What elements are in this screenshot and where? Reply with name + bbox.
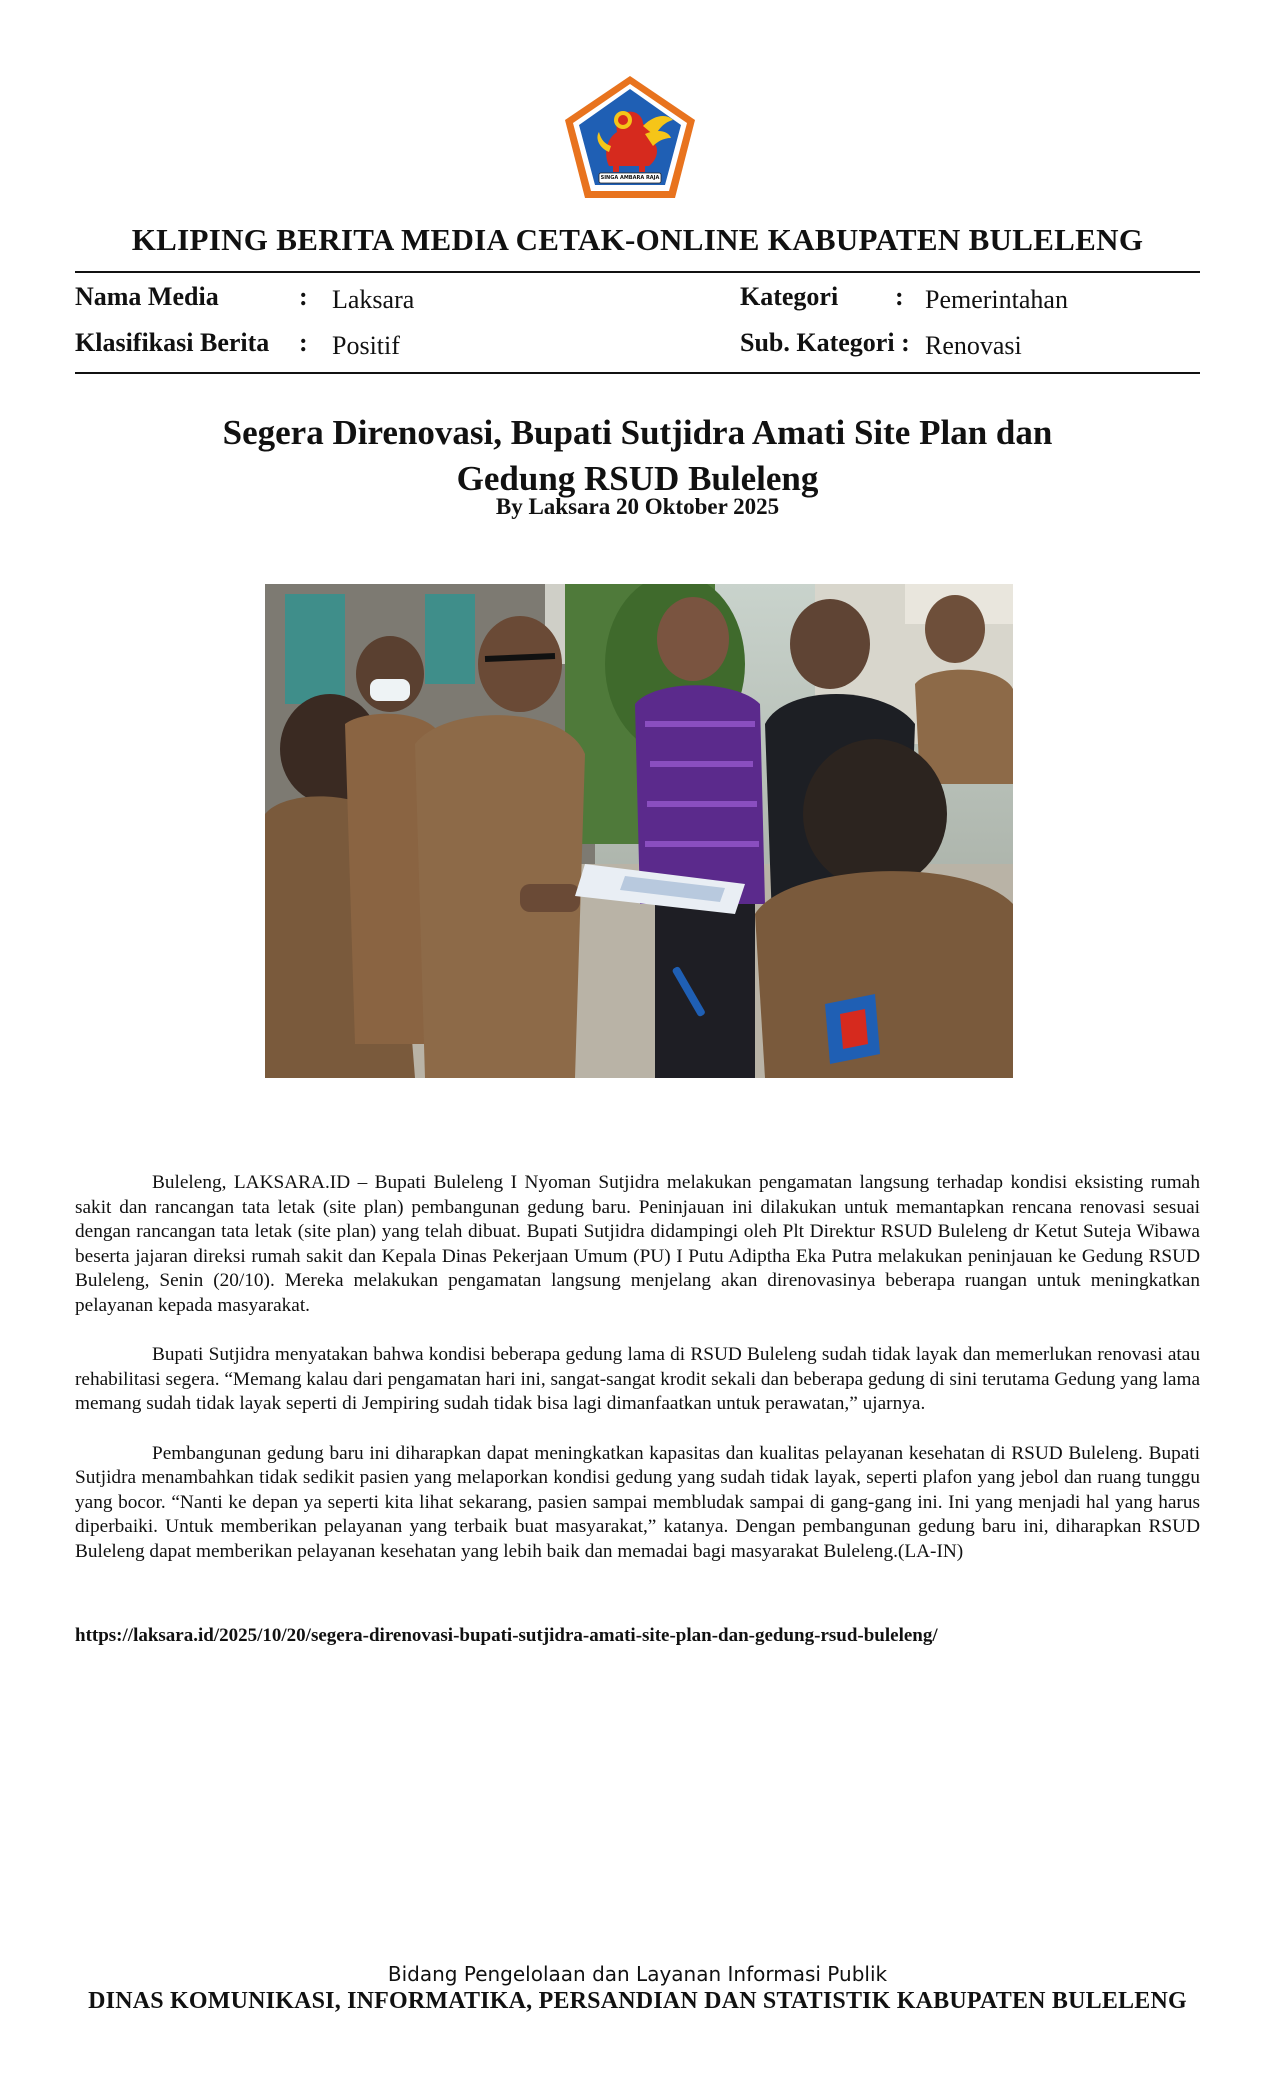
nama-media-value: Laksara	[332, 285, 415, 314]
headline-line-2: Gedung RSUD Buleleng	[456, 459, 819, 498]
meta-divider	[75, 372, 1200, 374]
sub-kategori-value: Renovasi	[925, 331, 1022, 360]
footer-agency: DINAS KOMUNIKASI, INFORMATIKA, PERSANDIAN DAN STATISTIK KABUPATEN BULELENG	[88, 1988, 1187, 2014]
article-paragraph-3: Pembangunan gedung baru ini diharapkan dapat meningkatkan kapasitas dan kualitas pelayanan kesehatan di RSUD Buleleng. Bupati Sutjidra menambahkan tidak sedikit pasien yang melaporkan kondisi gedung yang sudah tidak layak, seperti plafon yang jebol dan ruang tunggu yang bocor. “Nanti ke depan ya seperti kita lihat sekarang, pasien sampai membludak sampai di gang-gang ini. Ini yang menjadi hal yang harus diperbaiki. Untuk memberikan pelayanan yang terbaik buat masyarakat,” katanya. Dengan pembangunan gedung baru ini, diharapkan RSUD Buleleng dapat memberikan pelayanan kesehatan yang lebih baik dan memadai bagi masyarakat Buleleng.(LA-IN)	[75, 1442, 1200, 1562]
article-byline: By Laksara 20 Oktober 2025	[495, 494, 780, 519]
source-url[interactable]: https://laksara.id/2025/10/20/segera-direnovasi-bupati-sutjidra-amati-site-plan-dan-gedung-rsud-buleleng/	[75, 1625, 938, 1646]
nama-media-label: Nama Media	[75, 282, 219, 311]
article-photo	[265, 584, 1013, 1078]
kategori-value: Pemerintahan	[925, 285, 1068, 314]
article-headline	[0, 410, 1275, 502]
headline-line-1: Segera Direnovasi, Bupati Sutjidra Amati Site Plan dan	[222, 413, 1053, 452]
klasifikasi-label: Klasifikasi Berita	[75, 328, 270, 357]
article-paragraph-2: Bupati Sutjidra menyatakan bahwa kondisi beberapa gedung lama di RSUD Buleleng sudah tidak layak dan memerlukan renovasi atau rehabilitasi segera. “Memang kalau dari pengamatan hari ini, sangat-sangat krodit sekali dan beberapa gedung di sini terutama Gedung yang lama memang sudah tidak layak seperti di Jempiring sudah tidak bisa lagi dimanfaatkan untuk perawatan,” ujarnya.	[75, 1344, 1200, 1415]
kategori-label: Kategori	[740, 282, 839, 311]
document-title: KLIPING BERITA MEDIA CETAK-ONLINE KABUPATEN BULELENG	[131, 222, 1144, 257]
article-body	[75, 1171, 1200, 1589]
meta-colon: :	[895, 282, 904, 311]
sub-kategori-label: Sub. Kategori :	[740, 328, 910, 357]
meta-colon: :	[299, 328, 308, 357]
article-paragraph-1: Buleleng, LAKSARA.ID – Bupati Buleleng I Nyoman Sutjidra melakukan pengamatan langsung terhadap kondisi eksisting rumah sakit dan rancangan tata letak (site plan) pembangunan gedung baru. Peninjauan ini dilakukan untuk memantapkan rencana renovasi sesuai dengan rancangan tata letak (site plan) yang telah dibuat. Bupati Sutjidra didampingi oleh Plt Direktur RSUD Buleleng dr Ketut Suteja Wibawa beserta jajaran direksi rumah sakit dan Kepala Dinas Pekerjaan Umum (PU) I Putu Adiptha Eka Putra melakukan peninjauan ke Gedung RSUD Buleleng, Senin (20/10). Mereka melakukan pengamatan langsung menjelang akan direnovasinya beberapa ruangan untuk meningkatkan pelayanan kepada masyarakat.	[75, 1172, 1200, 1316]
top-divider	[75, 271, 1200, 273]
photo-illustration	[265, 584, 1013, 1078]
meta-colon: :	[299, 282, 308, 311]
regency-crest-logo	[563, 74, 697, 200]
klasifikasi-value: Positif	[332, 331, 400, 360]
crest-motto: SINGA AMBARA RAJA	[600, 175, 660, 181]
footer-division: Bidang Pengelolaan dan Layanan Informasi Publik	[387, 1962, 888, 1986]
